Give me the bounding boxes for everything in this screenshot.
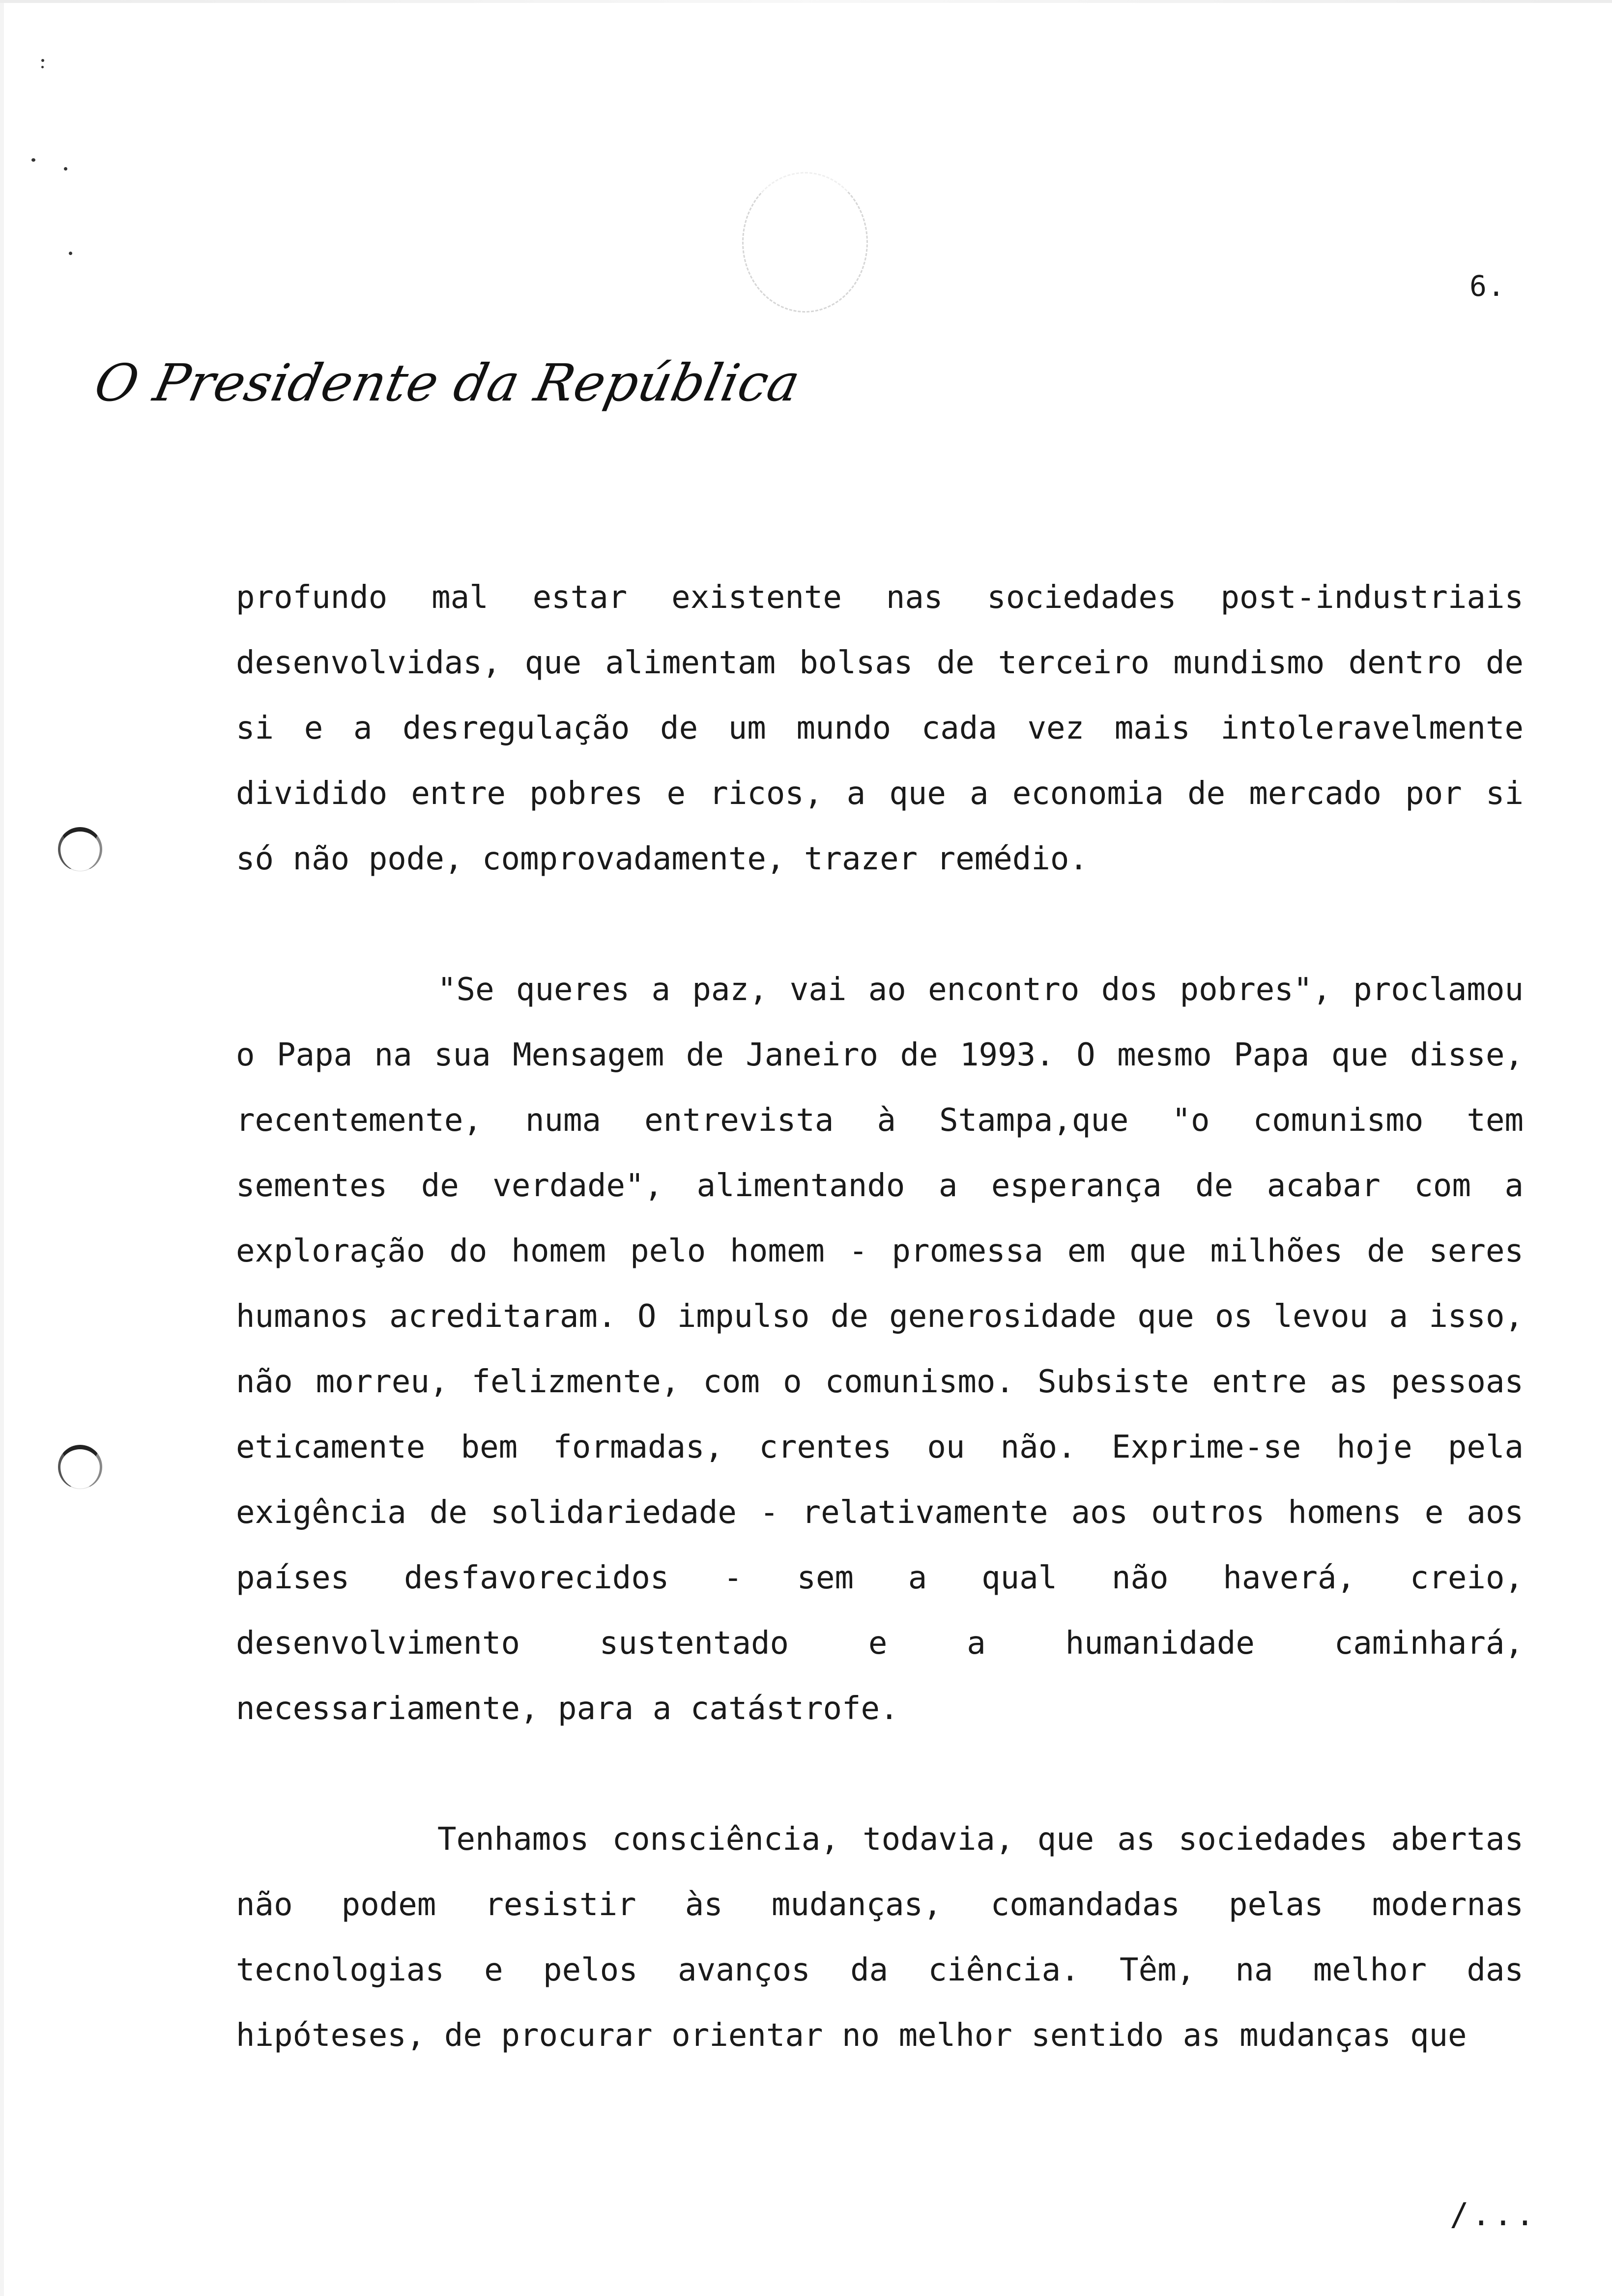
scan-left-edge (0, 0, 4, 2296)
body-text (236, 565, 1524, 2068)
punch-hole (58, 1445, 102, 1489)
punch-hole (58, 827, 102, 871)
scan-speck (41, 59, 44, 62)
letterhead-title: O Presidente da República (89, 353, 806, 413)
scan-speck (69, 252, 72, 255)
continuation-mark: /... (1450, 2197, 1538, 2233)
scan-speck (41, 66, 44, 68)
paragraph: profundo mal estar existente nas sociedades post-industriais desenvolvidas, que alimentam bolsas de terceiro mundismo dentro de si e a desregulação de um mundo cada vez mais intoleravelmente dividido entre pobres e ricos, a que a economia de mercado por si só não pode, comprovadamente, trazer remédio. (236, 579, 1524, 877)
page-number: 6. (1469, 269, 1506, 303)
paragraph: Tenhamos consciência, todavia, que as sociedades abertas não podem resistir às mudanças, comandadas pelas modernas tecnologias e pelos avanços da ciência. Têm, na melhor das hipóteses, de procurar orientar no melhor sentido as mudanças que (236, 1821, 1524, 2054)
paragraph: "Se queres a paz, vai ao encontro dos pobres", proclamou o Papa na sua Mensagem de Janeiro de 1993. O mesmo Papa que disse, recentemente, numa entrevista à Stampa,que "o comunismo tem sementes de verdade", alimentando a esperança de acabar com a exploração do homem pelo homem - promessa em que milhões de seres humanos acreditaram. O impulso de generosidade que os levou a isso, não morreu, felizmente, com o comunismo. Subsiste entre as pessoas eticamente bem formadas, crentes ou não. Exprime-se hoje pela exigência de solidariedade - relativamente aos outros homens e aos países desfavorecidos - sem a qual não haverá, creio, desenvolvimento sustentado e a humanidade caminhará, necessariamente, para a catástrofe. (236, 972, 1524, 1727)
scan-top-edge (0, 0, 1612, 3)
faint-stamp-mark (742, 172, 868, 313)
scan-speck (31, 158, 35, 162)
scan-speck (64, 167, 67, 171)
